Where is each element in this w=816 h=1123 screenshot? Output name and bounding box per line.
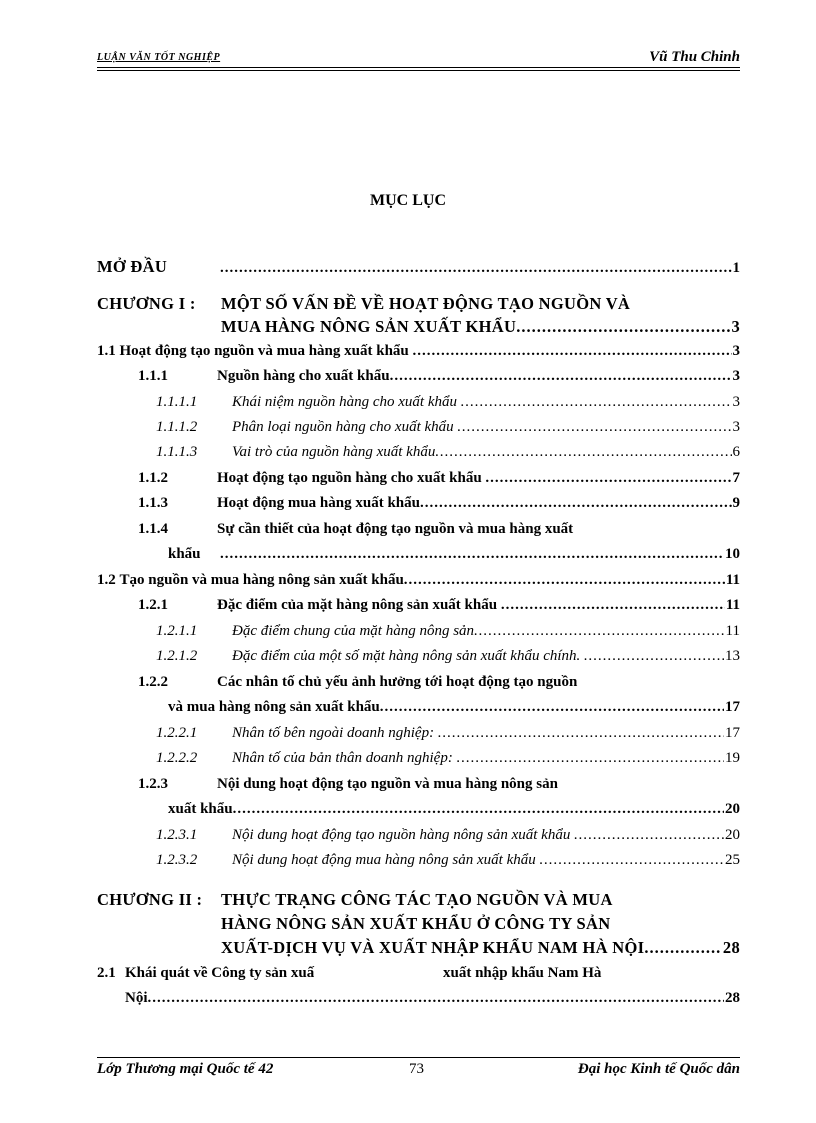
toc-ch2-line1[interactable]: THỰC TRẠNG CÔNG TÁC TẠO NGUỒN VÀ MUA: [221, 890, 613, 909]
toc-entry-1-1-1-3[interactable]: [232, 442, 740, 462]
toc-num: 1.2.2.2: [156, 750, 198, 766]
toc-num: 1.2.3.2: [156, 852, 198, 868]
toc-label: xuất khẩu: [168, 801, 233, 817]
toc-entry-1-2-1-2[interactable]: [232, 646, 740, 666]
toc-num: 1.1.1.1: [156, 394, 198, 410]
toc-entry-1-2-1[interactable]: [217, 595, 740, 615]
toc-label: Hoạt động tạo nguồn hàng cho xuất khẩu: [217, 470, 482, 486]
toc-page: 3: [732, 419, 740, 435]
toc-num: 1.1.2: [138, 470, 168, 486]
toc-ch1-num: CHƯƠNG I :: [97, 294, 196, 313]
toc-page: 9: [732, 495, 740, 511]
toc-num: 1.2.3: [138, 776, 168, 792]
toc-label: Đặc điểm của một số mặt hàng nông sản xuất khẩu chính.: [232, 648, 581, 664]
header-author: Vũ Thu Chinh: [649, 49, 740, 65]
toc-page: 7: [732, 470, 740, 486]
toc-num: 1.2: [97, 572, 116, 588]
toc-label: Tạo nguồn và mua hàng nông sản xuất khẩu: [119, 572, 404, 588]
toc-page: 28: [722, 938, 740, 957]
toc-page: 3: [731, 317, 740, 336]
toc-entry-1-1-4-line2[interactable]: khẩu: [168, 546, 201, 562]
toc-page: 13: [725, 648, 740, 664]
toc-page: 19: [725, 750, 740, 766]
toc-entry-1-1-1[interactable]: [217, 366, 740, 386]
toc-num: 1.2.2: [138, 674, 168, 690]
toc-entry-1-1-4[interactable]: [220, 544, 740, 564]
toc-entry-mo-dau[interactable]: [220, 258, 740, 278]
toc-page: 10: [725, 546, 740, 562]
toc-entry-1-1[interactable]: [97, 341, 740, 361]
toc-label: Nội: [125, 990, 148, 1006]
toc-page: 11: [725, 597, 740, 613]
toc-num: 1.1.1.2: [156, 419, 198, 435]
toc-entry-1-2-2[interactable]: [168, 697, 740, 717]
toc-num: 1.2.1.2: [156, 648, 198, 664]
toc-page: 3: [732, 394, 740, 410]
header-rule-thin: [97, 70, 740, 71]
toc-entry-1-2-3-1[interactable]: [232, 825, 740, 845]
toc-entry-2-1[interactable]: [125, 988, 740, 1008]
toc-entry-1-2-1-1[interactable]: [232, 621, 740, 641]
toc-num: 1.1: [97, 343, 116, 359]
toc-entry-1-1-4-line1[interactable]: Sự cần thiết của hoạt động tạo nguồn và mua hàng xuất: [217, 521, 574, 537]
toc-page: 17: [725, 699, 740, 715]
toc-num: 1.2.2.1: [156, 725, 198, 741]
toc-entry-ch2[interactable]: [221, 938, 740, 958]
toc-num: 1.1.4: [138, 521, 168, 537]
footer-page-number: 73: [409, 1061, 424, 1077]
toc-page: 17: [725, 725, 740, 741]
toc-label: Hoạt động mua hàng xuất khẩu: [217, 495, 420, 511]
footer-class: Lớp Thương mại Quốc tế 42: [97, 1061, 274, 1077]
toc-ch2-line2[interactable]: HÀNG NÔNG SẢN XUẤT KHẨU Ở CÔNG TY SẢN: [221, 914, 611, 933]
page-title: MỤC LỤC: [370, 192, 446, 209]
toc-label: Nhân tố của bản thân doanh nghiệp:: [232, 750, 453, 766]
footer-rule: [97, 1057, 740, 1058]
toc-entry-1-2-2-line1[interactable]: Các nhân tố chủ yếu ảnh hưởng tới hoạt động tạo nguồn: [217, 674, 578, 690]
toc-num: 2.1: [97, 965, 116, 981]
page-header: [97, 49, 740, 68]
toc-num: 1.2.1.1: [156, 623, 198, 639]
toc-entry-1-2-2-2[interactable]: [232, 748, 740, 768]
toc-page: 3: [732, 368, 740, 384]
toc-page: 1: [732, 260, 740, 276]
toc-label: Nội dung hoạt động mua hàng nông sản xuất khẩu: [232, 852, 536, 868]
header-rule: [97, 67, 740, 68]
toc-entry-1-2-3-2[interactable]: [232, 850, 740, 870]
toc-entry-1-1-1-2[interactable]: [232, 417, 740, 437]
toc-page: 6: [732, 444, 740, 460]
toc-label: Nội dung hoạt động tạo nguồn hàng nông sản xuất khẩu: [232, 827, 571, 843]
toc-label: Khái niệm nguồn hàng cho xuất khẩu: [232, 394, 457, 410]
toc-entry-1-1-3[interactable]: [217, 493, 740, 513]
header-left-text: LUẬN VĂN TỐT NGHIỆP: [97, 52, 221, 63]
toc-entry-1-2-2-1[interactable]: [232, 723, 740, 743]
toc-entry-1-1-2[interactable]: [217, 468, 740, 488]
toc-page: 20: [725, 801, 740, 817]
toc-num: 1.2.1: [138, 597, 168, 613]
toc-entry-1-1-1-1[interactable]: [232, 392, 740, 412]
toc-label: Nguồn hàng cho xuất khẩu: [217, 368, 390, 384]
toc-page: 11: [725, 623, 740, 639]
toc-page: 20: [725, 827, 740, 843]
toc-ch2-line3: XUẤT-DỊCH VỤ VÀ XUẤT NHẬP KHẨU NAM HÀ NỘI: [221, 938, 645, 957]
toc-entry-1-2-3[interactable]: [168, 799, 740, 819]
toc-page: 28: [725, 990, 740, 1006]
toc-num: 1.2.3.1: [156, 827, 198, 843]
toc-ch1-line2: MUA HÀNG NÔNG SẢN XUẤT KHẨU: [221, 317, 517, 336]
toc-ch1-line1[interactable]: MỘT SỐ VẤN ĐỀ VỀ HOẠT ĐỘNG TẠO NGUỒN VÀ: [221, 294, 631, 313]
toc-entry-1-2-3-line1[interactable]: Nội dung hoạt động tạo nguồn và mua hàng nông sản: [217, 776, 558, 792]
toc-page: 25: [725, 852, 740, 868]
toc-entry-1-2[interactable]: [97, 570, 740, 590]
toc-num: 1.1.1.3: [156, 444, 198, 460]
toc-num: 1.1.3: [138, 495, 168, 511]
toc-page: 11: [725, 572, 740, 588]
toc-mo-dau-label: MỞ ĐẦU: [97, 257, 168, 276]
toc-num: 1.1.1: [138, 368, 168, 384]
toc-ch2-num: CHƯƠNG II :: [97, 890, 203, 909]
toc-label: và mua hàng nông sản xuất khẩu: [168, 699, 380, 715]
toc-entry-ch1[interactable]: [221, 317, 740, 337]
toc-entry-2-1-line1[interactable]: Khái quát về Công ty sản xuấ: [125, 965, 315, 981]
toc-label: Đặc điểm chung của mặt hàng nông sản: [232, 623, 475, 639]
toc-label: Nhân tố bên ngoài doanh nghiệp:: [232, 725, 435, 741]
toc-label: Phân loại nguồn hàng cho xuất khẩu: [232, 419, 454, 435]
footer-university: Đại học Kinh tế Quốc dân: [577, 1061, 740, 1077]
toc-label: Hoạt động tạo nguồn và mua hàng xuất khẩu: [119, 343, 409, 359]
toc-label: Đặc điểm của mặt hàng nông sản xuất khẩu: [217, 597, 498, 613]
toc-page: 3: [732, 343, 740, 359]
toc-label: Vai trò của nguồn hàng xuất khẩu: [232, 444, 436, 460]
toc-entry-2-1-line1b[interactable]: xuất nhập khẩu Nam Hà: [443, 965, 602, 981]
